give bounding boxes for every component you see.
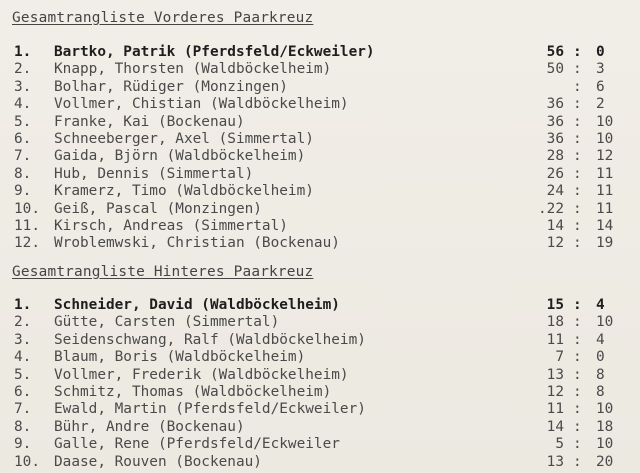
ranking-row — [0, 235, 640, 252]
rank: 2. — [14, 314, 32, 331]
rank: 10. — [14, 453, 40, 470]
player-name: Bartko, Patrik (Pferdsfeld/Eckweiler) — [54, 44, 375, 60]
losses: 4 — [596, 331, 605, 348]
score-separator: : — [573, 314, 582, 331]
section-title-vorderes: Gesamtrangliste Vorderes Paarkreuz — [12, 10, 314, 26]
wins: 15 — [546, 297, 564, 313]
score-separator: : — [573, 148, 582, 165]
rank: 9. — [14, 436, 32, 453]
rank: 6. — [14, 130, 32, 147]
wins: 11 — [546, 331, 564, 348]
ranking-row — [0, 436, 640, 453]
ranking-row — [0, 419, 640, 436]
ranking-row — [0, 367, 640, 384]
ranking-row — [0, 96, 640, 113]
wins: 36 — [546, 96, 564, 113]
wins: 28 — [546, 148, 564, 165]
ranking-row — [0, 401, 640, 418]
rank: 2. — [14, 61, 32, 78]
player-name: Bühr, Andre (Bockenau) — [54, 418, 245, 435]
losses: 8 — [596, 366, 605, 383]
player-name: Geiß, Pascal (Monzingen) — [54, 200, 262, 217]
score-separator: : — [573, 235, 582, 252]
losses: 10 — [596, 401, 614, 418]
losses: 19 — [596, 235, 614, 252]
player-name: Knapp, Thorsten (Waldböckelheim) — [54, 61, 332, 78]
ranking-row — [0, 114, 640, 131]
score-separator: : — [573, 383, 582, 400]
score-separator: : — [573, 200, 582, 217]
player-name: Vollmer, Chistian (Waldböckelheim) — [54, 96, 349, 113]
score-separator: : — [573, 165, 582, 182]
wins: 11 — [546, 401, 564, 418]
wins: 56 — [546, 44, 564, 60]
losses: 10 — [596, 130, 614, 147]
losses: 4 — [596, 297, 605, 313]
rank: 1. — [14, 297, 32, 313]
ranking-row — [0, 201, 640, 218]
player-name: Schneeberger, Axel (Simmertal) — [54, 130, 314, 147]
wins: 36 — [546, 130, 564, 147]
score-separator: : — [573, 183, 582, 200]
ranking-row — [0, 79, 640, 96]
player-name: Galle, Rene (Pferdsfeld/Eckweiler — [54, 436, 340, 453]
losses: 10 — [596, 436, 614, 453]
ranking-list-hinteres — [0, 297, 640, 471]
losses: 0 — [596, 349, 605, 366]
wins: 18 — [546, 314, 564, 331]
losses: 20 — [596, 453, 614, 470]
wins: 50 — [546, 61, 564, 78]
rank: 1. — [14, 44, 32, 60]
ranking-row — [0, 61, 640, 78]
wins: 13 — [546, 453, 564, 470]
player-name: Vollmer, Frederik (Waldböckelheim) — [54, 366, 349, 383]
losses: 12 — [596, 148, 614, 165]
score-separator: : — [573, 44, 582, 60]
rank: 8. — [14, 165, 32, 182]
rank: 3. — [14, 331, 32, 348]
rank: 5. — [14, 113, 32, 130]
losses: 11 — [596, 183, 614, 200]
player-name: Blaum, Boris (Waldböckelheim) — [54, 349, 306, 366]
ranking-row — [0, 44, 640, 61]
wins: 14 — [546, 418, 564, 435]
wins: 5 — [555, 436, 564, 453]
score-separator: : — [573, 366, 582, 383]
wins: 7 — [555, 349, 564, 366]
ranking-row — [0, 384, 640, 401]
rank: 8. — [14, 418, 32, 435]
score-separator: : — [573, 113, 582, 130]
losses: 10 — [596, 113, 614, 130]
player-name: Schneider, David (Waldböckelheim) — [54, 297, 340, 313]
player-name: Gaida, Björn (Waldböckelheim) — [54, 148, 306, 165]
losses: 11 — [596, 200, 614, 217]
score-separator: : — [573, 297, 582, 313]
ranking-row — [0, 332, 640, 349]
ranking-row — [0, 166, 640, 183]
losses: 3 — [596, 61, 605, 78]
rank: 9. — [14, 183, 32, 200]
score-separator: : — [573, 436, 582, 453]
score-separator: : — [573, 78, 582, 95]
player-name: Gütte, Carsten (Simmertal) — [54, 314, 280, 331]
wins: 36 — [546, 113, 564, 130]
ranking-list-vorderes — [0, 44, 640, 253]
ranking-row — [0, 218, 640, 235]
losses: 10 — [596, 314, 614, 331]
losses: 2 — [596, 96, 605, 113]
player-name: Hub, Dennis (Simmertal) — [54, 165, 254, 182]
wins: 14 — [546, 217, 564, 234]
ranking-row — [0, 183, 640, 200]
ranking-row — [0, 454, 640, 471]
player-name: Ewald, Martin (Pferdsfeld/Eckweiler) — [54, 401, 366, 418]
wins: .22 — [538, 200, 564, 217]
rank: 10. — [14, 200, 40, 217]
player-name: Daase, Rouven (Bockenau) — [54, 453, 262, 470]
player-name: Seidenschwang, Ralf (Waldböckelheim) — [54, 331, 366, 348]
losses: 8 — [596, 383, 605, 400]
rank: 3. — [14, 78, 32, 95]
score-separator: : — [573, 401, 582, 418]
score-separator: : — [573, 349, 582, 366]
rank: 5. — [14, 366, 32, 383]
score-separator: : — [573, 130, 582, 147]
rank: 4. — [14, 96, 32, 113]
rank: 11. — [14, 217, 40, 234]
wins: 24 — [546, 183, 564, 200]
wins: 13 — [546, 366, 564, 383]
player-name: Franke, Kai (Bockenau) — [54, 113, 245, 130]
player-name: Wroblemwski, Christian (Bockenau) — [54, 235, 340, 252]
ranking-row — [0, 349, 640, 366]
rank: 6. — [14, 383, 32, 400]
rank: 12. — [14, 235, 40, 252]
section-title-hinteres: Gesamtrangliste Hinteres Paarkreuz — [12, 264, 314, 280]
rank: 7. — [14, 148, 32, 165]
score-separator: : — [573, 61, 582, 78]
player-name: Kirsch, Andreas (Simmertal) — [54, 217, 288, 234]
losses: 11 — [596, 165, 614, 182]
losses: 18 — [596, 418, 614, 435]
wins: 12 — [546, 235, 564, 252]
wins: 12 — [546, 383, 564, 400]
ranking-row — [0, 314, 640, 331]
losses: 6 — [596, 78, 605, 95]
rank: 4. — [14, 349, 32, 366]
rank: 7. — [14, 401, 32, 418]
score-separator: : — [573, 331, 582, 348]
score-separator: : — [573, 418, 582, 435]
player-name: Schmitz, Thomas (Waldböckelheim) — [54, 383, 332, 400]
score-separator: : — [573, 217, 582, 234]
score-separator: : — [573, 96, 582, 113]
wins: 26 — [546, 165, 564, 182]
ranking-row — [0, 297, 640, 314]
ranking-row — [0, 148, 640, 165]
losses: 0 — [596, 44, 605, 60]
player-name: Bolhar, Rüdiger (Monzingen) — [54, 78, 288, 95]
ranking-row — [0, 131, 640, 148]
losses: 14 — [596, 217, 614, 234]
score-separator: : — [573, 453, 582, 470]
player-name: Kramerz, Timo (Waldböckelheim) — [54, 183, 314, 200]
